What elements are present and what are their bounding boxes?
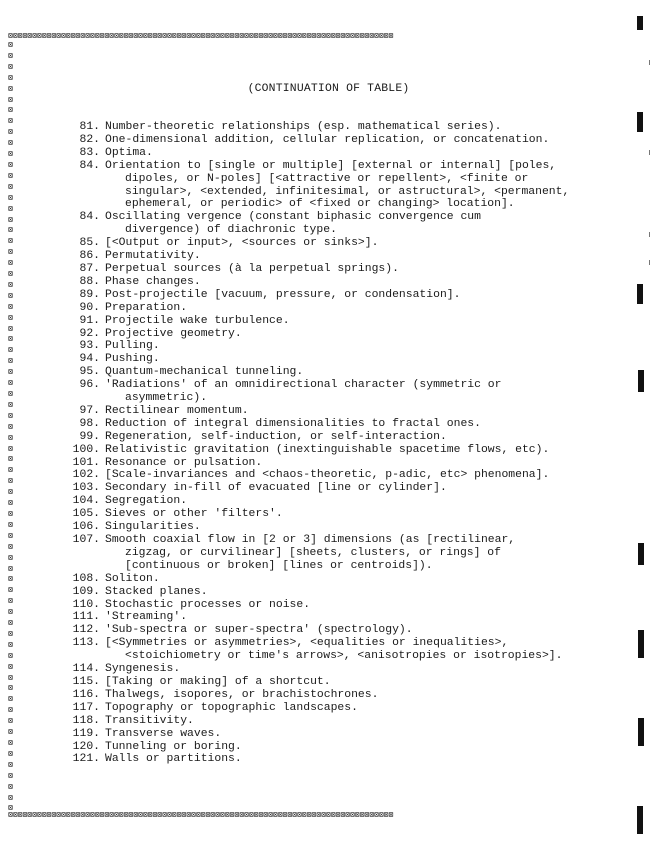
entry-line [64,379,624,392]
list-item [64,353,624,366]
entry-text: Post-projectile [vacuum, pressure, or condensation]. [105,288,461,301]
entry-line [64,753,624,766]
list-item [64,624,624,637]
entry-continuation: <stoichiometry or time's arrows>, <anisotropies or isotropies>]. [125,650,563,663]
entry-number: 105. [72,508,100,521]
margin-tick [649,150,650,155]
list-item [64,573,624,586]
entry-line [64,147,624,160]
entry-line [64,418,624,431]
entry-number: 96. [79,379,100,392]
list-item [64,702,624,715]
entry-line [64,702,624,715]
entry-line [64,405,624,418]
entry-text: Segregation. [105,495,188,508]
entry-number: 98. [79,417,100,430]
list-item [64,276,624,289]
entry-number: 91. [79,314,100,327]
entry-line [64,599,624,612]
entry-line [64,741,624,754]
entry-number: 86. [79,250,100,263]
entry-line [64,689,624,702]
list-item [64,495,624,508]
entry-number: 110. [72,598,100,611]
top-border: ⊠⊠⊠⊠⊠⊠⊠⊠⊠⊠⊠⊠⊠⊠⊠⊠⊠⊠⊠⊠⊠⊠⊠⊠⊠⊠⊠⊠⊠⊠⊠⊠⊠⊠⊠⊠⊠⊠⊠⊠⊠⊠⊠⊠⊠⊠⊠⊠⊠⊠⊠⊠⊠⊠⊠⊠⊠⊠⊠⊠⊠⊠⊠⊠⊠⊠⊠⊠⊠⊠⊠⊠⊠⊠⊠⊠⊠⊠⊠⊠ [8,33,394,41]
entry-line [64,676,624,689]
entry-line [64,728,624,741]
entry-number: 115. [72,675,100,688]
entry-number: 93. [79,340,100,353]
entry-text: 'Radiations' of an omnidirectional character (symmetric or [105,379,502,392]
list-item [64,728,624,741]
entry-text: One-dimensional addition, cellular replication, or concatenation. [105,133,550,146]
list-item [64,340,624,353]
entry-text: Tunneling or boring. [105,740,242,753]
entry-line [64,134,624,147]
entry-number: 118. [72,714,100,727]
entry-number: 90. [79,301,100,314]
entry-line [64,237,624,250]
entry-text: Optima. [105,146,153,159]
left-border: ⊠ ⊠ ⊠ ⊠ ⊠ ⊠ ⊠ ⊠ ⊠ ⊠ ⊠ ⊠ ⊠ ⊠ ⊠ ⊠ ⊠ ⊠ ⊠ ⊠ ⊠ ⊠ ⊠ ⊠ ⊠ ⊠ ⊠ ⊠ ⊠ ⊠ ⊠ ⊠ ⊠ ⊠ ⊠ ⊠ ⊠ ⊠ ⊠ ⊠ ⊠ ⊠ ⊠ ⊠ ⊠ ⊠ ⊠ ⊠ ⊠ ⊠ ⊠ ⊠ ⊠ ⊠ ⊠ ⊠ ⊠ ⊠ ⊠ ⊠ ⊠ ⊠ ⊠ ⊠ ⊠ ⊠ ⊠ ⊠ ⊠ ⊠ ⊠ [8,41,13,812]
list-item [64,302,624,315]
entry-line [64,534,624,547]
margin-bar [638,543,644,565]
entry-continuation: [continuous or broken] [lines or centroids]). [125,559,433,572]
margin-bar [637,806,643,834]
entry-number: 120. [72,740,100,753]
margin-bar [638,718,644,746]
entry-line [64,508,624,521]
list-item [64,586,624,599]
list-item [64,328,624,341]
entry-line [64,444,624,457]
entry-continuation: dipoles, or N-poles] [<attractive or repellent>, <finite or [125,172,529,185]
entry-line [64,276,624,289]
entry-line [64,521,624,534]
list-item [64,237,624,250]
entry-text: Perpetual sources (à la perpetual springs). [105,262,399,275]
list-item [64,599,624,612]
entry-line [64,353,624,366]
entry-number: 92. [79,327,100,340]
list-item [64,469,624,482]
margin-bar [637,284,643,304]
list-item [64,289,624,302]
entry-text: [<Output or input>, <sources or sinks>]. [105,237,379,250]
entry-text: Reduction of integral dimensionalities to fractal ones. [105,417,481,430]
entry-number: 99. [79,430,100,443]
list-item [64,521,624,534]
entry-number: 81. [79,121,100,133]
entry-text: Pulling. [105,340,160,353]
entry-line [64,211,624,224]
list-item [64,663,624,676]
entry-number: 83. [79,146,100,159]
entry-text: [<Symmetries or asymmetries>, <equalities or inequalities>, [105,637,509,650]
list-item [64,741,624,754]
entry-number: 87. [79,262,100,275]
list-item [64,315,624,328]
entry-number: 84. [79,211,100,224]
list-item [64,211,624,237]
entry-text: Relativistic gravitation (inextinguishable spacetime flows, etc). [105,443,550,456]
entry-text: [Taking or making] of a shortcut. [105,675,331,688]
list-item [64,611,624,624]
list-item [64,457,624,470]
margin-bar [638,370,644,392]
entry-line [64,328,624,341]
entry-line [64,663,624,676]
entry-number: 82. [79,133,100,146]
list-item [64,263,624,276]
entry-text: Smooth coaxial flow in [2 or 3] dimensions (as [rectilinear, [105,534,516,546]
entry-number: 107. [72,534,100,546]
entry-text: 'Sub-spectra or super-spectra' (spectrology). [105,624,413,637]
margin-tick [649,260,650,265]
entry-number: 106. [72,521,100,534]
entry-text: Syngenesis. [105,663,181,676]
list-item [64,431,624,444]
entry-number: 101. [72,456,100,469]
entry-line [64,289,624,302]
entry-text: Permutativity. [105,250,201,263]
list-item [64,134,624,147]
entry-line [64,366,624,379]
list-item [64,689,624,702]
list-item [64,379,624,405]
entry-number: 112. [72,624,100,637]
entry-number: 104. [72,495,100,508]
list-item [64,418,624,431]
entry-text: Thalwegs, isopores, or brachistochrones. [105,688,379,701]
entry-line [64,495,624,508]
entry-continuation: divergence) of diachronic type. [125,224,337,237]
list-item [64,147,624,160]
entry-text: Walls or partitions. [105,753,242,766]
entry-text: Stochastic processes or noise. [105,598,311,611]
list-item [64,534,624,573]
bottom-border: ⊠⊠⊠⊠⊠⊠⊠⊠⊠⊠⊠⊠⊠⊠⊠⊠⊠⊠⊠⊠⊠⊠⊠⊠⊠⊠⊠⊠⊠⊠⊠⊠⊠⊠⊠⊠⊠⊠⊠⊠⊠⊠⊠⊠⊠⊠⊠⊠⊠⊠⊠⊠⊠⊠⊠⊠⊠⊠⊠⊠⊠⊠⊠⊠⊠⊠⊠⊠⊠⊠⊠⊠⊠⊠⊠⊠⊠⊠⊠⊠ [8,812,394,820]
entry-line [64,250,624,263]
entry-line [64,340,624,353]
margin-tick [649,232,650,237]
entry-text: Preparation. [105,301,188,314]
entry-line [64,121,624,134]
margin-tick [649,60,650,65]
list-item [64,637,624,663]
entry-number: 103. [72,482,100,495]
entry-text: Projectile wake turbulence. [105,314,290,327]
entry-text: Sieves or other 'filters'. [105,508,283,521]
list-item [64,250,624,263]
entry-continuation: ephemeral, or periodic> of <fixed or changing> location]. [125,198,515,211]
entry-number: 117. [72,701,100,714]
entry-line [64,715,624,728]
list-item [64,508,624,521]
entry-text: [Scale-invariances and <chaos-theoretic, p-adic, etc> phenomena]. [105,469,550,482]
entry-text: Quantum-mechanical tunneling. [105,366,304,379]
entry-number: 121. [72,753,100,766]
entry-text: Resonance or pulsation. [105,456,263,469]
entry-number: 108. [72,572,100,585]
entry-text: Projective geometry. [105,327,242,340]
entry-line [64,611,624,624]
entry-line [64,637,624,650]
entry-number: 114. [72,663,100,676]
entry-number: 94. [79,353,100,366]
entry-number: 102. [72,469,100,482]
list-item [64,121,624,134]
entry-text: Singularities. [105,521,201,534]
entry-line [64,431,624,444]
entry-text: Topography or topographic landscapes. [105,701,358,714]
margin-bar [637,112,643,132]
entry-continuation: asymmetric). [125,392,208,405]
list-item [64,160,624,212]
list-item [64,405,624,418]
entry-text: Regeneration, self-induction, or self-interaction. [105,430,447,443]
entry-text: Oscillating vergence (constant biphasic convergence cum [105,211,481,224]
entry-number: 111. [72,611,100,624]
list-item [64,676,624,689]
entry-text: Rectilinear momentum. [105,404,249,417]
entry-number: 88. [79,275,100,288]
entry-text: 'Streaming'. [105,611,188,624]
entry-number: 116. [72,688,100,701]
entry-line [64,624,624,637]
entry-line [64,263,624,276]
entry-text: Pushing. [105,353,160,366]
list-item [64,715,624,728]
margin-bar [637,16,643,30]
list-item [64,482,624,495]
entry-line [64,586,624,599]
list-item [64,366,624,379]
entry-number: 100. [72,443,100,456]
entry-number: 109. [72,585,100,598]
entry-text: Transitivity. [105,714,194,727]
entry-continuation: singular>, <extended, infinitesimal, or astructural>, <permanent, [125,185,570,198]
entry-text: Stacked planes. [105,585,208,598]
entry-number: 85. [79,237,100,250]
entry-text: Soliton. [105,572,160,585]
entry-text: Phase changes. [105,275,201,288]
entry-text: Orientation to [single or multiple] [external or internal] [poles, [105,159,557,172]
entry-line [64,573,624,586]
entry-text: Number-theoretic relationships (esp. mathematical series). [105,121,502,133]
entry-number: 97. [79,404,100,417]
list-item [64,444,624,457]
list-item [64,753,624,766]
entry-text: Secondary in-fill of evacuated [line or cylinder]. [105,482,447,495]
entry-line [64,315,624,328]
entry-number: 119. [72,727,100,740]
entry-text: Transverse waves. [105,727,222,740]
entry-line [64,469,624,482]
entry-continuation: zigzag, or curvilinear] [sheets, clusters, or rings] of [125,546,501,559]
entry-line [64,457,624,470]
page-heading: (CONTINUATION OF TABLE) [247,83,410,95]
entry-number: 89. [79,288,100,301]
entry-line [64,160,624,173]
margin-bar [638,630,644,658]
entry-number: 113. [72,637,100,650]
entry-number: 84. [79,159,100,172]
entry-line [64,482,624,495]
entry-number: 95. [79,366,100,379]
entry-line [64,302,624,315]
table-entries [64,121,624,766]
